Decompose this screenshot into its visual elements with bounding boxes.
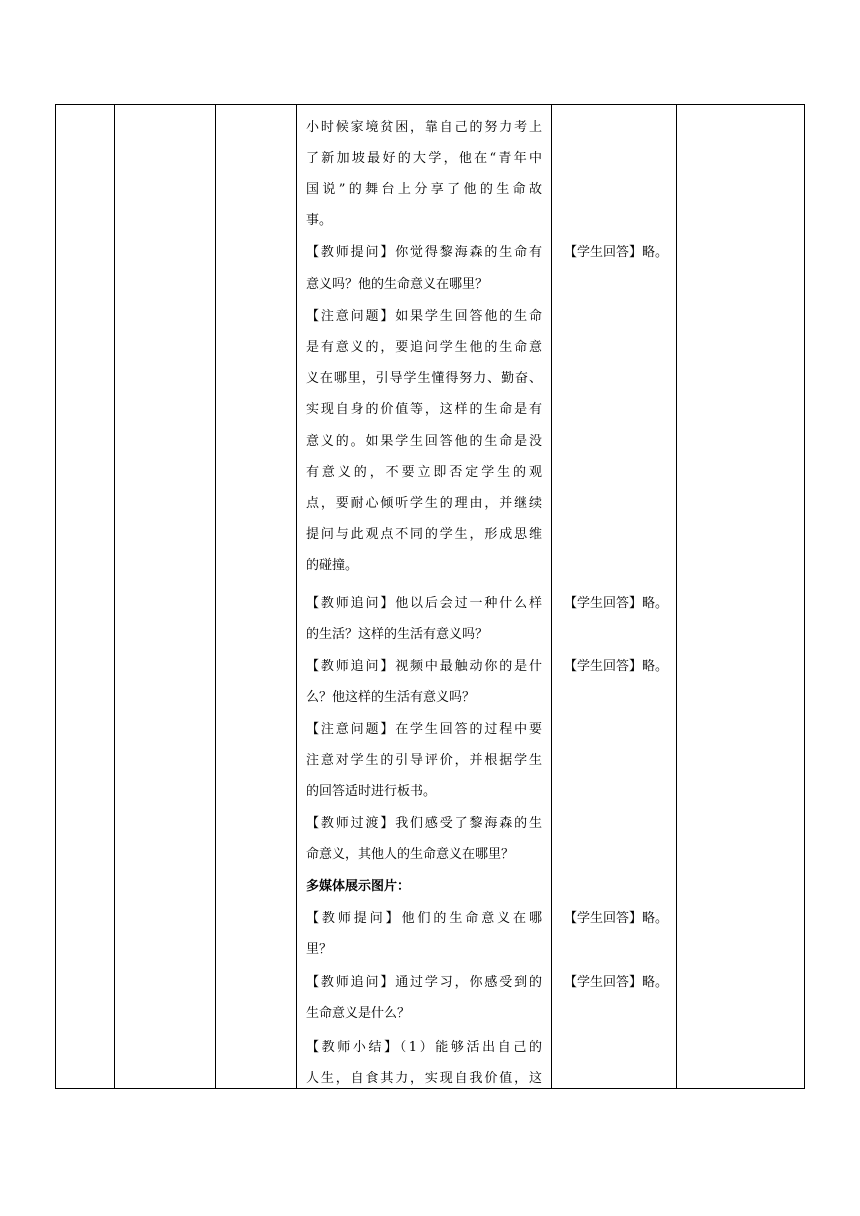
- text-line: 的回答适时进行板书。: [306, 784, 437, 799]
- text-line: 了新加坡最好的大学，他在“青年中: [306, 151, 542, 166]
- text-line: 有意义的，不要立即否定学生的观: [306, 465, 542, 480]
- text-line: 小时候家境贫困，靠自己的努力考上: [306, 120, 542, 135]
- text-line: 【教师追问】视频中最触动你的是什: [306, 659, 542, 674]
- text-line: 是有意义的，要追问学生他的生命意: [306, 340, 542, 355]
- text-line: 命意义，其他人的生命意义在哪里？: [306, 847, 515, 862]
- text-line-heading: 多媒体展示图片：: [306, 879, 411, 894]
- text-line: 意义的。如果学生回答他的生命是没: [306, 434, 542, 449]
- student-answer: 【学生回答】略。: [564, 596, 669, 611]
- text-line: 义在哪里，引导学生懂得努力、勤奋、: [306, 371, 542, 386]
- column-divider: [215, 105, 216, 1088]
- student-answer: 【学生回答】略。: [564, 975, 669, 990]
- text-line: 【教师追问】他以后会过一种什么样: [306, 596, 542, 611]
- text-line: 提问与此观点不同的学生，形成思维: [306, 527, 542, 542]
- student-answer: 【学生回答】略。: [564, 245, 669, 260]
- student-answer: 【学生回答】略。: [564, 911, 669, 926]
- text-line: 【注意问题】在学生回答的过程中要: [306, 722, 542, 737]
- text-line: 【教师提问】你觉得黎海森的生命有: [306, 245, 542, 260]
- text-line: 【教师提问】他们的生命意义在哪: [306, 911, 542, 926]
- column-divider: [551, 105, 552, 1088]
- text-line: 【教师小结】（1）能够活出自己的: [306, 1040, 542, 1055]
- lesson-plan-table: [55, 104, 805, 1089]
- column-divider: [296, 105, 297, 1088]
- text-line: 的碰撞。: [306, 558, 359, 573]
- column-divider: [114, 105, 115, 1088]
- text-line: 生命意义是什么？: [306, 1006, 411, 1021]
- column-divider: [676, 105, 677, 1088]
- text-line: 里？: [306, 942, 333, 957]
- text-line: 么？他这样的生活有意义吗？: [306, 690, 476, 705]
- text-line: 事。: [306, 213, 333, 228]
- text-line: 意义吗？他的生命意义在哪里？: [306, 277, 489, 292]
- text-line: 【教师追问】通过学习，你感受到的: [306, 975, 542, 990]
- text-line: 注意对学生的引导评价，并根据学生: [306, 753, 542, 768]
- text-line: 点，要耐心倾听学生的理由，并继续: [306, 496, 542, 511]
- text-line: 人生，自食其力，实现自我价值，这: [306, 1071, 542, 1086]
- text-line: 国说”的舞台上分享了他的生命故: [306, 182, 542, 197]
- text-line: 【注意问题】如果学生回答他的生命: [306, 309, 542, 324]
- text-line: 【教师过渡】我们感受了黎海森的生: [306, 816, 542, 831]
- student-answer: 【学生回答】略。: [564, 659, 669, 674]
- text-line: 的生活？这样的生活有意义吗？: [306, 627, 489, 642]
- text-line: 实现自身的价值等，这样的生命是有: [306, 402, 542, 417]
